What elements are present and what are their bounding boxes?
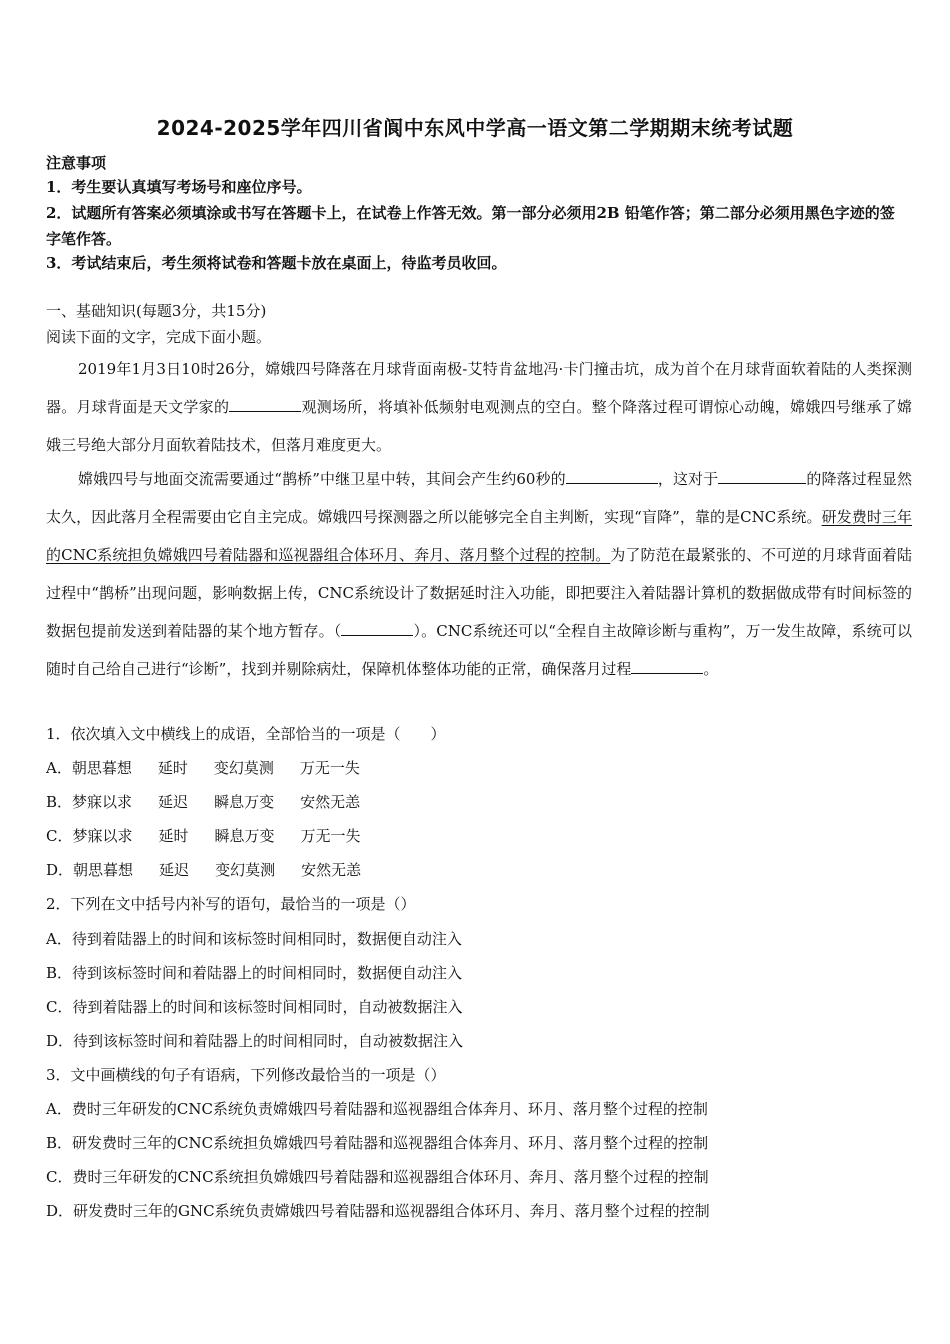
- option-letter: C．: [46, 998, 73, 1016]
- option-text: 待到该标签时间和着陆器上的时间相同时，数据便自动注入: [72, 964, 463, 982]
- option-word: 梦寐以求: [72, 793, 133, 811]
- fill-blank: [566, 469, 658, 484]
- option-letter: C．: [46, 827, 73, 845]
- section-heading: 一、基础知识(每题3分，共15分): [46, 302, 267, 320]
- question-2-option-c: [46, 997, 463, 1017]
- question-2-option-b: [46, 963, 462, 983]
- question-3-option-a: [46, 1099, 708, 1119]
- option-word: 延迟: [159, 861, 190, 879]
- passage-text: 嫦娥四号与地面交流需要通过“鹊桥”中继卫星中转，其间会产生约60秒的: [78, 470, 566, 488]
- option-letter: D．: [46, 861, 74, 879]
- option-letter: A．: [46, 1100, 72, 1118]
- option-text: 研发费时三年的CNC系统担负嫦娥四号着陆器和巡视器组合体奔月、环月、落月整个过程的控制: [72, 1134, 709, 1152]
- question-1-option-b: [46, 792, 386, 812]
- fill-blank: [229, 397, 301, 412]
- option-letter: D．: [46, 1202, 74, 1220]
- option-word: 延时: [157, 759, 188, 777]
- fill-blank: [341, 621, 413, 636]
- option-text: 费时三年研发的CNC系统负责嫦娥四号着陆器和巡视器组合体奔月、环月、落月整个过程的控制: [71, 1100, 708, 1118]
- question-2-stem: 2．下列在文中括号内补写的语句，最恰当的一项是（）: [46, 895, 416, 913]
- option-text: 研发费时三年的GNC系统负责嫦娥四号着陆器和巡视器组合体环月、奔月、落月整个过程的控制: [73, 1202, 710, 1220]
- option-word: 瞬息万变: [214, 793, 275, 811]
- question-3-option-b: [46, 1133, 708, 1153]
- question-3-stem: 3．文中画横线的句子有语病，下列修改最恰当的一项是（）: [46, 1066, 446, 1084]
- question-3-option-c: [46, 1167, 709, 1187]
- option-letter: B．: [46, 793, 73, 811]
- passage-text: 2019年1月3日10时26分，嫦娥四号降落在月球背面南极-艾特肯盆地冯·卡门撞击坑，成为首个在月球背面软着陆的人类探测器。月球背面是天文学家的: [46, 360, 912, 416]
- notice-item-1: 1．考生要认真填写考场号和座位序号。: [46, 178, 312, 196]
- passage-text: ）。CNC系统还可以“全程自主故障诊断与重构”，万一发生故障，系统可以随时自己给自己进行“诊断”，找到并剔除病灶，保障机体整体功能的正常，确保落月过程: [46, 622, 912, 678]
- question-1-stem: 1．依次填入文中横线上的成语，全部恰当的一项是（ ）: [46, 725, 446, 743]
- option-word: 安然无恙: [300, 793, 361, 811]
- option-letter: B．: [46, 1134, 73, 1152]
- option-letter: C．: [46, 1168, 73, 1186]
- question-2-option-a: [46, 929, 462, 949]
- option-text: 待到着陆器上的时间和该标签时间相同时，数据便自动注入: [71, 930, 462, 948]
- option-word: 变幻莫测: [213, 759, 274, 777]
- question-1-option-c: [46, 826, 387, 846]
- passage-text: 的降落过程显然太久，因此落月全程需要由它自主完成。嫦娥四号探测器之所以能够完全自主判断，实现“盲降”，靠的是CNC系统。: [46, 470, 912, 526]
- page-title: 2024-2025学年四川省阆中东风中学高一语文第二学期期末统考试题: [156, 116, 794, 140]
- notice-item-3: 3．考试结束后，考生须将试卷和答题卡放在桌面上，待监考员收回。: [46, 254, 507, 272]
- passage-text: 为了防范在最紧张的、不可逆的月球背面着陆过程中“鹊桥”出现问题，影响数据上传，CNC系统设计了数据延时注入功能，即把要注入着陆器计算机的数据做成带有时间标签的数据包提前发送到着陆器的某个地方暂存。（: [46, 546, 912, 640]
- option-word: 延时: [158, 827, 189, 845]
- option-text: 待到该标签时间和着陆器上的时间相同时，自动被数据注入: [73, 1032, 464, 1050]
- notice-item-2: 2．试题所有答案必须填涂或书写在答题卡上，在试卷上作答无效。第一部分必须用2B 铅笔作答；第二部分必须用黑色字迹的签字笔作答。: [46, 204, 895, 248]
- option-word: 延迟: [158, 793, 189, 811]
- section-intro: 阅读下面的文字，完成下面小题。: [46, 328, 272, 346]
- option-word: 万无一失: [300, 827, 361, 845]
- option-word: 万无一失: [299, 759, 360, 777]
- option-letter: B．: [46, 964, 73, 982]
- passage-text: ，这对于: [657, 470, 719, 488]
- question-2-option-d: [46, 1031, 463, 1051]
- option-word: 瞬息万变: [214, 827, 275, 845]
- passage-text: 。: [703, 660, 719, 678]
- fill-blank: [718, 469, 806, 484]
- question-1-option-d: [46, 860, 387, 880]
- option-word: 梦寐以求: [72, 827, 133, 845]
- question-3-option-d: [46, 1201, 710, 1221]
- option-word: 朝思暮想: [73, 861, 134, 879]
- option-letter: A．: [46, 759, 72, 777]
- passage-paragraph-2: [46, 460, 912, 688]
- fill-blank: [631, 659, 703, 674]
- option-text: 费时三年研发的CNC系统担负嫦娥四号着陆器和巡视器组合体环月、奔月、落月整个过程的控制: [72, 1168, 709, 1186]
- notice-heading: 注意事项: [46, 154, 107, 172]
- question-1-option-a: [46, 758, 386, 778]
- option-word: 朝思暮想: [71, 759, 132, 777]
- underlined-sentence: 研发费时三年的CNC系统担负嫦娥四号着陆器和巡视器组合体环月、奔月、落月整个过程的控制。: [46, 508, 912, 564]
- option-letter: A．: [46, 930, 72, 948]
- option-word: 变幻莫测: [215, 861, 276, 879]
- option-text: 待到着陆器上的时间和该标签时间相同时，自动被数据注入: [72, 998, 463, 1016]
- passage-paragraph-1: [46, 350, 912, 464]
- passage-text: 观测场所，将填补低频射电观测点的空白。整个降落过程可谓惊心动魄，嫦娥四号继承了嫦娥三号绝大部分月面软着陆技术，但落月难度更大。: [46, 398, 912, 454]
- option-letter: D．: [46, 1032, 74, 1050]
- option-word: 安然无恙: [301, 861, 362, 879]
